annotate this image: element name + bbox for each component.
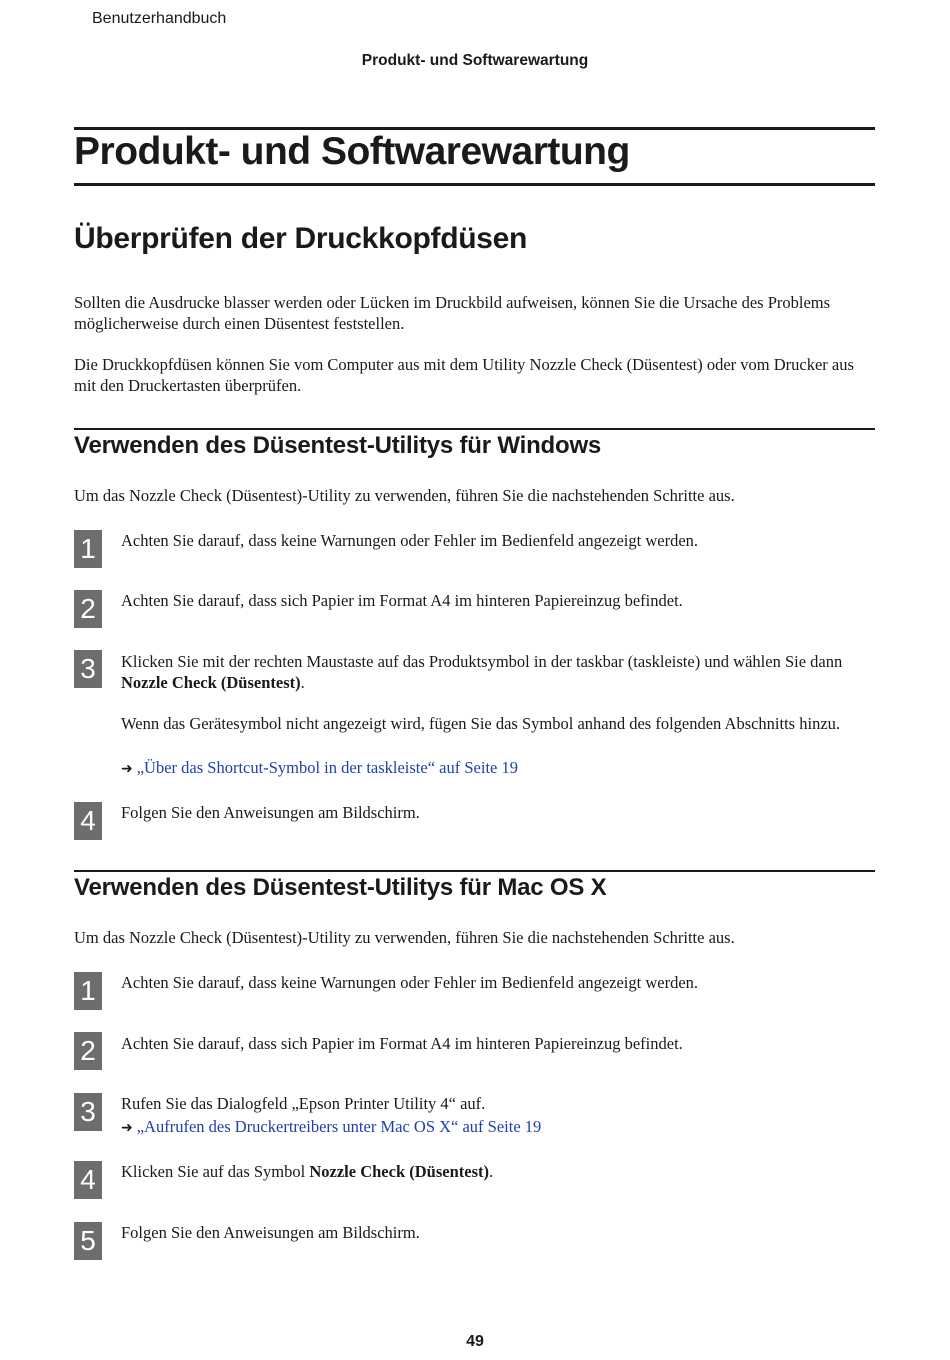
step-text: Achten Sie darauf, dass sich Papier im Format A4 im hinteren Papiereinzug befindet. — [121, 1034, 683, 1053]
section-title: Überprüfen der Druckkopfdüsen — [74, 222, 528, 255]
step-text-bold: Nozzle Check (Düsentest) — [121, 673, 301, 692]
section-header: Produkt- und Softwarewartung — [361, 52, 589, 69]
running-header: Benutzerhandbuch — [92, 10, 227, 27]
paragraph: Die Druckkopfdüsen können Sie vom Computer aus mit dem Utility Nozzle Check (Düsentest) oder vom Drucker aus mit den Druckertasten überprüfen. — [74, 355, 854, 395]
cross-reference-link[interactable]: „Aufrufen des Druckertreibers unter Mac OS X“ auf Seite 19 — [136, 1117, 542, 1136]
step-text: Achten Sie darauf, dass sich Papier im Format A4 im hinteren Papiereinzug befindet. — [121, 591, 683, 610]
subsection-title-windows: Verwenden des Düsentest-Utilitys für Windows — [74, 432, 602, 459]
step-note: Wenn das Gerätesymbol nicht angezeigt wird, fügen Sie das Symbol anhand des folgenden Abschnitts hinzu. — [121, 714, 841, 733]
step-text: Achten Sie darauf, dass keine Warnungen oder Fehler im Bedienfeld angezeigt werden. — [121, 531, 699, 550]
subsection-intro: Um das Nozzle Check (Düsentest)-Utility zu verwenden, führen Sie die nachstehenden Schritte aus. — [74, 486, 735, 505]
cross-reference — [121, 757, 861, 780]
step-text-bold: Nozzle Check (Düsentest) — [309, 1162, 489, 1181]
step-number-badge: 3 — [74, 650, 102, 688]
step-text: Achten Sie darauf, dass keine Warnungen oder Fehler im Bedienfeld angezeigt werden. — [121, 973, 699, 992]
step-number-badge: 4 — [74, 1161, 102, 1199]
page-number: 49 — [466, 1333, 484, 1350]
step-text-part: Klicken Sie mit der rechten Maustaste auf das Produktsymbol in der taskbar (taskleiste) und wählen Sie dann — [121, 652, 843, 671]
step-text: Folgen Sie den Anweisungen am Bildschirm. — [121, 803, 420, 822]
subsection-title-mac: Verwenden des Düsentest-Utilitys für Mac OS X — [74, 874, 607, 901]
cross-reference-link[interactable]: „Über das Shortcut-Symbol in der taskleiste“ auf Seite 19 — [136, 758, 518, 777]
paragraph: Sollten die Ausdrucke blasser werden oder Lücken im Druckbild aufweisen, können Sie die Ursache des Problems möglicherweise durch einen Düsentest feststellen. — [74, 293, 831, 333]
subsection-intro: Um das Nozzle Check (Düsentest)-Utility zu verwenden, führen Sie die nachstehenden Schritte aus. — [74, 928, 735, 947]
arrow-right-icon: ➜ — [121, 1120, 133, 1136]
step-number-badge: 1 — [74, 972, 102, 1010]
step-number-badge: 3 — [74, 1093, 102, 1131]
divider — [74, 183, 875, 186]
step-number-badge: 1 — [74, 530, 102, 568]
step-text — [121, 1161, 861, 1182]
step-text: Folgen Sie den Anweisungen am Bildschirm. — [121, 1223, 420, 1242]
step-text — [121, 651, 861, 693]
step-number-badge: 5 — [74, 1222, 102, 1260]
chapter-title: Produkt- und Softwarewartung — [74, 130, 630, 173]
step-text: Rufen Sie das Dialogfeld „Epson Printer Utility 4“ auf. — [121, 1094, 486, 1113]
cross-reference — [121, 1116, 861, 1139]
step-text-part: . — [300, 673, 305, 692]
step-text-part: . — [488, 1162, 494, 1181]
step-number-badge: 4 — [74, 802, 102, 840]
step-number-badge: 2 — [74, 590, 102, 628]
divider — [74, 428, 875, 430]
arrow-right-icon: ➜ — [121, 761, 133, 777]
divider — [74, 870, 875, 872]
step-text-part: Klicken Sie auf das Symbol — [121, 1162, 310, 1181]
step-number-badge: 2 — [74, 1032, 102, 1070]
